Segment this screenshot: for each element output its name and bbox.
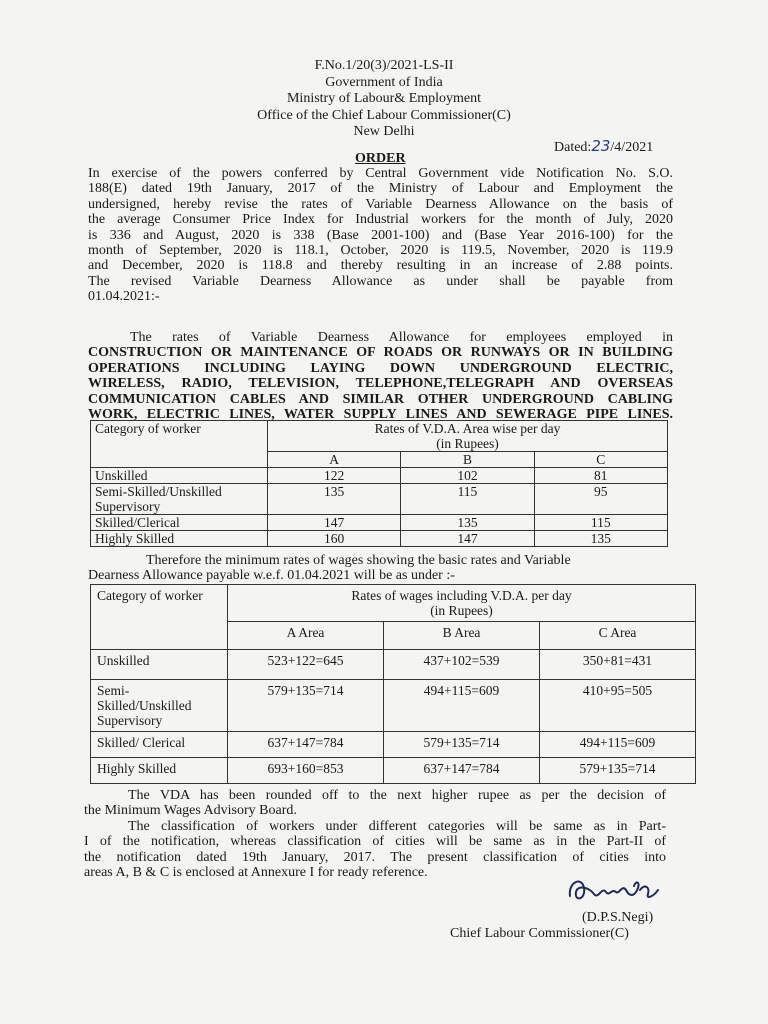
vda-category-cell: Semi-Skilled/Unskilled Supervisory — [91, 484, 268, 515]
vda-value-cell: 115 — [401, 484, 534, 515]
vda-rates-header — [268, 421, 668, 452]
wages-unit: (in Rupees) — [430, 603, 493, 618]
wages-intro-line: Therefore the minimum rates of wages showing the basic rates and Variable — [146, 553, 571, 568]
intro-line: undersigned, hereby revise the rates of Variable Dearness Allowance on the basis of — [88, 196, 673, 212]
date-line — [554, 137, 653, 156]
wages-value-cell: 410+95=505 — [540, 680, 696, 732]
vda-unit: (in Rupees) — [436, 436, 499, 451]
handwritten-signature — [564, 870, 664, 910]
rates-intro-line: The rates of Variable Dearness Allowance for employees employed in — [130, 330, 673, 345]
intro-line: and December, 2020 is 118.8 and thereby resulting in an increase of 2.88 points. — [88, 258, 673, 274]
vda-value-cell: 115 — [534, 515, 667, 531]
table-row — [91, 484, 668, 515]
wages-value-cell: 579+135=714 — [384, 732, 540, 758]
vda-rates-header-text: Rates of V.D.A. Area wise per day — [374, 421, 561, 436]
date-label: Dated: — [554, 140, 592, 155]
vda-category-header: Category of worker — [91, 421, 268, 468]
vda-value-cell: 135 — [268, 484, 401, 515]
vda-value-cell: 81 — [534, 468, 667, 484]
wages-value-cell: 579+135=714 — [540, 758, 696, 784]
wages-intro-line: Dearness Allowance payable w.e.f. 01.04.2021 will be as under :- — [88, 568, 455, 584]
vda-value-cell: 102 — [401, 468, 534, 484]
wages-value-cell: 437+102=539 — [384, 650, 540, 680]
table-row — [91, 515, 668, 531]
vda-value-cell: 95 — [534, 484, 667, 515]
order-title: ORDER — [355, 151, 406, 166]
vda-value-cell: 122 — [268, 468, 401, 484]
wages-value-cell: 350+81=431 — [540, 650, 696, 680]
closing-line: The classification of workers under different categories will be same as in Part- — [128, 818, 666, 834]
intro-line: is 336 and August, 2020 is 338 (Base 2001-100) and (Base Year 2016-100) for the — [88, 227, 673, 243]
vda-value-cell: 147 — [401, 531, 534, 547]
closing-line: I of the notification, whereas classification of cities will be same as in the Part-II of — [84, 834, 666, 850]
wages-rates-header-text: Rates of wages including V.D.A. per day — [351, 588, 572, 603]
vda-rates-table — [90, 420, 668, 547]
wages-value-cell: 637+147=784 — [384, 758, 540, 784]
wages-area-a-header: A Area — [228, 622, 384, 650]
intro-line: The revised Variable Dearness Allowance as under shall be payable from — [88, 273, 673, 289]
ministry-name: Ministry of Labour& Employment — [286, 91, 482, 106]
government-name: Government of India — [325, 74, 443, 90]
table-row — [91, 758, 696, 784]
wages-area-b-header: B Area — [384, 622, 540, 650]
wages-intro-paragraph — [88, 553, 673, 584]
rates-bold-line: CONSTRUCTION OR MAINTENANCE OF ROADS OR RUNWAYS OR IN BUILDING — [88, 345, 673, 361]
rates-bold-line: OPERATIONS INCLUDING LAYING DOWN UNDERGROUND ELECTRIC, — [88, 360, 673, 376]
table-row — [91, 680, 696, 732]
vda-category-cell: Unskilled — [91, 468, 268, 484]
wages-table — [90, 584, 696, 784]
date-day-handwritten: 23 — [591, 137, 611, 155]
wages-value-cell: 523+122=645 — [228, 650, 384, 680]
wages-value-cell: 693+160=853 — [228, 758, 384, 784]
vda-value-cell: 135 — [401, 515, 534, 531]
vda-category-cell: Skilled/Clerical — [91, 515, 268, 531]
rates-bold-line: COMMUNICATION CABLES AND SIMILAR OTHER UNDERGROUND CABLING — [88, 391, 673, 407]
wages-category-cell: Semi-Skilled/Unskilled Supervisory — [91, 680, 228, 732]
city-name: New Delhi — [353, 124, 415, 139]
closing-paragraph — [84, 788, 666, 880]
wages-category-header: Category of worker — [91, 585, 228, 650]
intro-line: In exercise of the powers conferred by Central Government vide Notification No. S.O. — [88, 166, 673, 181]
vda-area-c-header: C — [534, 452, 667, 468]
vda-category-cell: Highly Skilled — [91, 531, 268, 547]
intro-line: the average Consumer Price Index for Industrial workers for the month of July, 2020 — [88, 212, 673, 228]
wages-value-cell: 579+135=714 — [228, 680, 384, 732]
letter-header — [0, 58, 768, 141]
rates-paragraph — [88, 330, 673, 422]
vda-area-b-header: B — [401, 452, 534, 468]
intro-line: month of September, 2020 is 118.1, October, 2020 is 119.5, November, 2020 is 119.9 — [88, 243, 673, 259]
wages-category-cell: Skilled/ Clerical — [91, 732, 228, 758]
office-name: Office of the Chief Labour Commissioner(C) — [257, 107, 511, 123]
vda-value-cell: 147 — [268, 515, 401, 531]
intro-paragraph — [88, 166, 673, 305]
rates-bold-line: WIRELESS, RADIO, TELEVISION, TELEPHONE,TELEGRAPH AND OVERSEAS — [88, 376, 673, 392]
closing-line: areas A, B & C is enclosed at Annexure I for ready reference. — [84, 865, 428, 881]
signatory-title: Chief Labour Commissioner(C) — [450, 926, 629, 941]
table-row — [91, 650, 696, 680]
signatory-name: (D.P.S.Negi) — [582, 910, 654, 925]
intro-line: 01.04.2021:- — [88, 289, 160, 305]
file-number: F.No.1/20(3)/2021-LS-II — [314, 58, 454, 73]
wages-value-cell: 637+147=784 — [228, 732, 384, 758]
table-row — [91, 531, 668, 547]
wages-category-cell: Unskilled — [91, 650, 228, 680]
wages-rates-header — [228, 585, 696, 622]
vda-area-a-header: A — [268, 452, 401, 468]
vda-value-cell: 135 — [534, 531, 667, 547]
wages-value-cell: 494+115=609 — [540, 732, 696, 758]
rates-bold-line: WORK, ELECTRIC LINES, WATER SUPPLY LINES AND SEWERAGE PIPE LINES. — [88, 407, 673, 423]
intro-line: 188(E) dated 19th January, 2017 of the Ministry of Labour and Employment the — [88, 181, 673, 197]
closing-line: the notification dated 19th January, 2017. The present classification of cities into — [84, 849, 666, 865]
wages-category-cell: Highly Skilled — [91, 758, 228, 784]
vda-value-cell: 160 — [268, 531, 401, 547]
table-row — [91, 732, 696, 758]
wages-area-c-header: C Area — [540, 622, 696, 650]
wages-value-cell: 494+115=609 — [384, 680, 540, 732]
date-rest: /4/2021 — [610, 140, 654, 155]
closing-line: The VDA has been rounded off to the next higher rupee as per the decision of — [128, 788, 666, 803]
closing-line: the Minimum Wages Advisory Board. — [84, 803, 297, 819]
table-row — [91, 468, 668, 484]
